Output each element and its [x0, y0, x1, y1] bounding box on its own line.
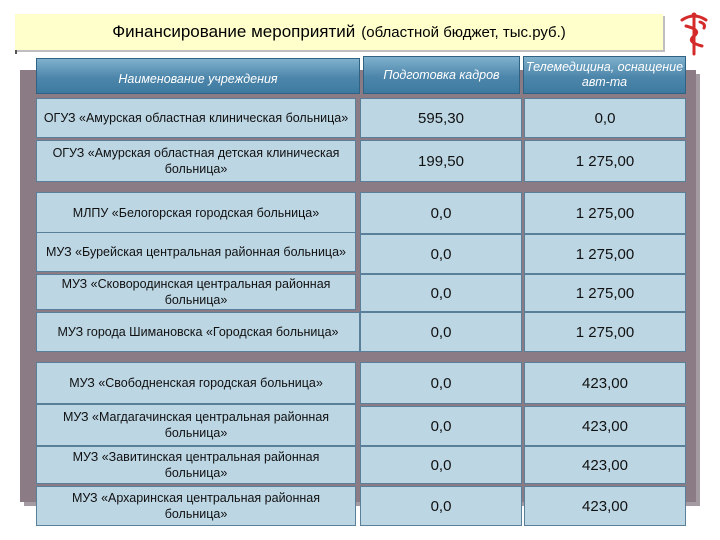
- table-row-training: 595,30: [360, 98, 522, 138]
- table-row-name: МУЗ «Магдагачинская центральная районная больница»: [36, 404, 356, 446]
- table-row-telemedicine: 1 275,00: [524, 312, 686, 352]
- table-row-telemedicine: 0,0: [524, 98, 686, 138]
- table-row-name: МЛПУ «Белогорская городская больница»: [36, 192, 356, 234]
- header-telemedicine: Телемедицина, оснащение авт-та: [523, 56, 686, 94]
- table-row-telemedicine: 1 275,00: [524, 140, 686, 182]
- table-row-name: МУЗ «Архаринская центральная районная больница»: [36, 486, 356, 526]
- table-row-training: 0,0: [360, 446, 522, 484]
- table-row-telemedicine: 423,00: [524, 446, 686, 484]
- page-title-main: Финансирование мероприятий: [112, 22, 356, 41]
- table-row-training: 0,0: [360, 362, 522, 404]
- table-row-telemedicine: 1 275,00: [524, 192, 686, 234]
- table-row-name: МУЗ «Завитинская центральная районная больница»: [36, 446, 356, 484]
- table-row-telemedicine: 1 275,00: [524, 274, 686, 312]
- table-row-training: 0,0: [360, 274, 522, 312]
- table-row-training: 0,0: [360, 312, 522, 352]
- table-row-training: 199,50: [360, 140, 522, 182]
- table-row-training: 0,0: [360, 486, 522, 526]
- table-row-name: МУЗ «Бурейская центральная районная больница»: [36, 232, 356, 272]
- table-row-training: 0,0: [360, 406, 522, 446]
- table-row-name: МУЗ «Сковородинская центральная районная больница»: [36, 274, 356, 310]
- medical-caduceus-icon: [674, 10, 714, 58]
- page-title-sub: (областной бюджет, тыс.руб.): [361, 23, 566, 41]
- table-row-name: ОГУЗ «Амурская областная клиническая больница»: [36, 98, 356, 138]
- header-training: Подготовка кадров: [363, 56, 520, 94]
- table-row-telemedicine: 423,00: [524, 362, 686, 404]
- page-title: [15, 14, 663, 50]
- table-row-name: МУЗ города Шимановска «Городская больница»: [36, 312, 360, 352]
- table-row-telemedicine: 423,00: [524, 406, 686, 446]
- table-row-telemedicine: 1 275,00: [524, 234, 686, 274]
- table-row-telemedicine: 423,00: [524, 486, 686, 526]
- table-row-training: 0,0: [360, 192, 522, 234]
- table-row-name: ОГУЗ «Амурская областная детская клиническая больница»: [36, 140, 356, 182]
- table-row-name: МУЗ «Свободненская городская больница»: [36, 362, 356, 404]
- header-name: Наименование учреждения: [36, 58, 360, 94]
- table-row-training: 0,0: [360, 234, 522, 274]
